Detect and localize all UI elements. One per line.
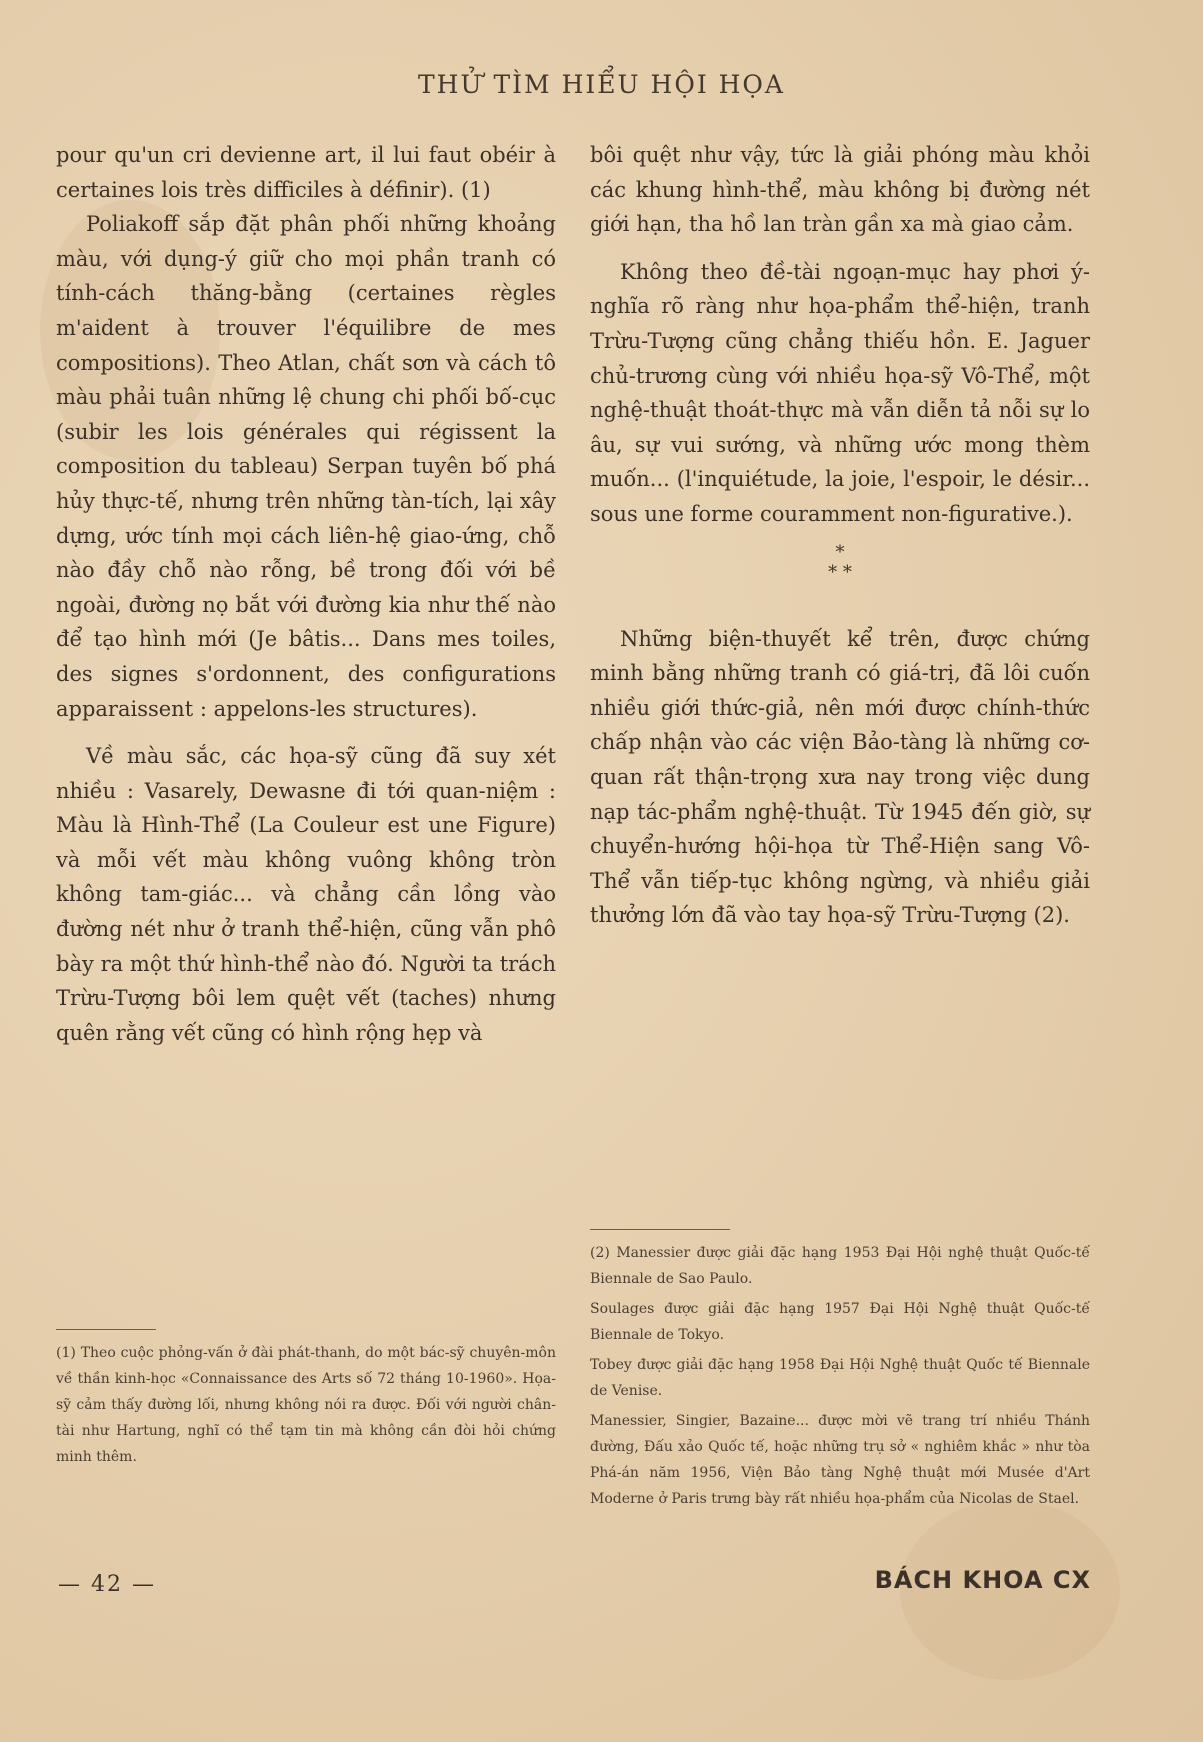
footnote-entry: Tobey được giải đặc hạng 1958 Đại Hội Nghệ thuật Quốc tế Biennale de Venise. (590, 1357, 1090, 1399)
publication-name: BÁCH KHOA CX (874, 1566, 1091, 1594)
footnote-entry: (2) Manessier được giải đặc hạng 1953 Đại Hội nghệ thuật Quốc-tế Biennale de Sao Paulo. (590, 1245, 1090, 1287)
asterisk-top: * (835, 541, 845, 563)
paragraph: Không theo đề-tài ngoạn-mục hay phơi ý-nghĩa rõ ràng như họa-phẩm thể-hiện, tranh Trừu-Tượng cũng chẳng thiếu hồn. E. Jaguer chủ-trương cùng với nhiều họa-sỹ Vô-Thể, một nghệ-thuật thoát-thực mà vẫn diễn tả nỗi sự lo âu, sự vui sướng, và những ước mong thèm muốn... (l'inquiétude, la joie, l'espoir, le désir... sous une forme couramment non-figurative.). (590, 259, 1090, 526)
footnotes-2 (590, 1240, 1090, 1516)
paragraph: Những biện-thuyết kể trên, được chứng minh bằng những tranh có giá-trị, đã lôi cuốn nhiều giới thức-giả, nên mới được chính-thức chấp nhận vào các viện Bảo-tàng là những cơ-quan rất thận-trọng xưa nay trong việc dung nạp tác-phẩm nghệ-thuật. Từ 1945 đến giờ, sự chuyển-hướng hội-họa từ Thể-Hiện sang Vô-Thể vẫn tiếp-tục không ngừng, và nhiều giải thưởng lớn đã vào tay họa-sỹ Trừu-Tượng (2). (590, 626, 1090, 928)
right-column (590, 138, 1090, 933)
paragraph: Về màu sắc, các họa-sỹ cũng đã suy xét nhiều : Vasarely, Dewasne đi tới quan-niệm : Màu là Hình-Thể (La Couleur est une Figure) và mỗi vết màu không vuông không tròn không tam-giác... và chẳng cần lồng vào đường nét như ở tranh thể-hiện, cũng vẫn phô bày ra một thứ hình-thể nào đó. Người ta trách Trừu-Tượng bôi lem quệt vết (taches) nhưng quên rằng vết cũng có hình rộng hẹp và (56, 744, 556, 1045)
section-break-asterisks (590, 542, 1090, 582)
paragraph: bôi quệt như vậy, tức là giải phóng màu khỏi các khung hình-thể, màu không bị đường nét giới hạn, tha hồ lan tràn gần xa mà giao cảm. (590, 143, 1090, 237)
footnote-entry: Manessier, Singier, Bazaine... được mời vẽ trang trí nhiều Thánh đường, Đấu xảo Quốc tế, hoặc những trụ sở « nghiêm khắc » như tòa Phá-án năm 1956, Viện Bảo tàng Nghệ thuật mới Musée d'Art Moderne ở Paris trưng bày rất nhiều họa-phẩm của Nicolas de Stael. (590, 1413, 1090, 1507)
paragraph: pour qu'un cri devienne art, il lui faut obéir à certaines lois très difficiles à définir). (1) (56, 143, 556, 202)
paragraph: Poliakoff sắp đặt phân phối những khoảng màu, với dụng-ý giữ cho mọi phần tranh có tính-cách thăng-bằng (certaines règles m'aident à trouver l'équilibre de mes compositions). Theo Atlan, chất sơn và cách tô màu phải tuân những lệ chung chi phối bố-cục (subir les lois générales qui régissent la composition du tableau) Serpan tuyên bố phá hủy thực-tế, nhưng trên những tàn-tích, lại xây dựng, ước tính mọi cách liên-hệ giao-ứng, chỗ nào đầy chỗ nào rỗng, bề trong đối với bề ngoài, đường nọ bắt với đường kia như thế nào để tạo hình mới (Je bâtis... Dans mes toiles, des signes s'ordonnent, des configurations apparaissent : appelons-les structures). (56, 212, 556, 721)
footnote-1: (1) Theo cuộc phỏng-vấn ở đài phát-thanh, do một bác-sỹ chuyên-môn về thần kinh-học «Connaissance des Arts số 72 tháng 10-1960». Họa-sỹ cảm thấy đường lối, nhưng không nói ra được. Đối với người chân-tài như Hartung, nghĩ có thể tạm tin mà không cần đòi hỏi chứng minh thêm. (56, 1345, 556, 1465)
asterisk-bottom: * * (828, 561, 852, 583)
running-header: THỬ TÌM HIỂU HỘI HỌA (417, 70, 785, 99)
footnote-divider (590, 1229, 730, 1230)
left-column (56, 138, 556, 1050)
footnote-entry: Soulages được giải đặc hạng 1957 Đại Hội Nghệ thuật Quốc-tế Biennale de Tokyo. (590, 1301, 1090, 1343)
page-number: — 42 — (58, 1572, 156, 1597)
footnote-divider (56, 1329, 156, 1330)
